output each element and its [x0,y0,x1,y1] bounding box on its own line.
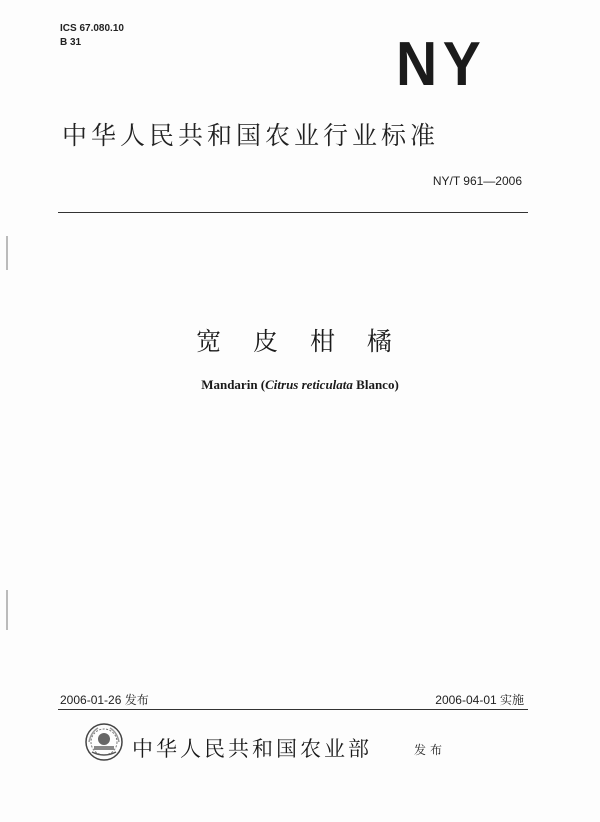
top-divider [58,212,528,213]
ministry-emblem-icon [84,722,124,762]
bottom-divider [58,709,528,710]
standard-title: 中华人民共和国农业行业标准 [62,121,440,150]
title-en-suffix: Blanco) [352,377,399,392]
document-title-en [0,377,600,393]
publisher-name: 中华人民共和国农业部 [132,737,372,761]
issue-date: 2006-01-26 发布 [60,693,149,707]
document-title-cn: 宽 皮 柑 橘 [196,327,404,356]
ics-code: ICS 67.080.10 [60,23,124,34]
classification-block [60,22,124,50]
publisher-issue-label: 发布 [414,743,447,757]
title-en-prefix: Mandarin ( [201,377,266,392]
scan-artifact [6,236,8,270]
title-en-genus: Citrus [265,377,299,392]
title-en-species: reticulata [301,377,353,392]
ny-logo: NY [396,30,487,99]
ccs-code: B 31 [60,37,82,48]
effective-date: 2006-04-01 实施 [435,693,524,707]
standard-number: NY/T 961—2006 [432,174,522,188]
scan-artifact [6,590,8,630]
